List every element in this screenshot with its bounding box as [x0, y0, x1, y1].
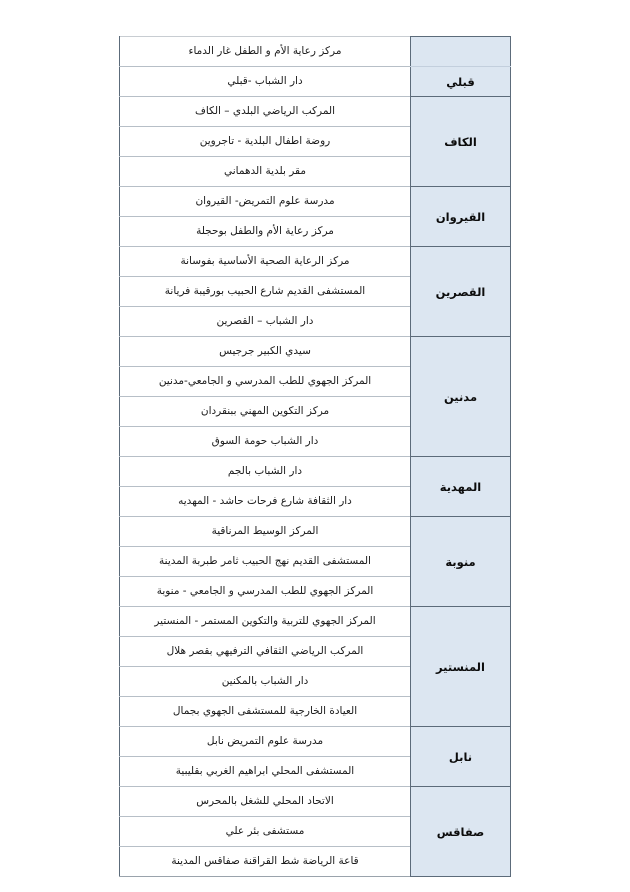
site-cell: دار الشباب بالجم — [120, 457, 411, 487]
table-row — [120, 337, 511, 367]
site-cell: مستشفى بئر علي — [120, 817, 411, 847]
site-cell: دار الشباب بالمكنين — [120, 667, 411, 697]
governorate-cell: منوبة — [411, 517, 511, 607]
governorate-cell: صفاقس — [411, 787, 511, 877]
site-cell: المركب الرياضي الثقافي الترفيهي بقصر هلال — [120, 637, 411, 667]
site-cell: مركز رعاية الأم والطفل بوحجلة — [120, 217, 411, 247]
governorate-cell: نابل — [411, 727, 511, 787]
governorate-cell: الكاف — [411, 97, 511, 187]
table-body — [120, 37, 511, 877]
governorate-cell: المهدية — [411, 457, 511, 517]
site-cell: مقر بلدية الدهماني — [120, 157, 411, 187]
site-cell: المركز الجهوي للطب المدرسي و الجامعي - منوبة — [120, 577, 411, 607]
site-cell: المستشفى القديم نهج الحبيب ثامر طبربة المدينة — [120, 547, 411, 577]
site-cell: المركز الوسيط المرناقية — [120, 517, 411, 547]
site-cell: مركز رعاية الأم و الطفل غار الدماء — [120, 37, 411, 67]
site-cell: العيادة الخارجية للمستشفى الجهوي بجمال — [120, 697, 411, 727]
table-row — [120, 247, 511, 277]
site-cell: دار الشباب حومة السوق — [120, 427, 411, 457]
site-cell: المركب الرياضي البلدي – الكاف — [120, 97, 411, 127]
site-cell: مركز التكوين المهني ببنقردان — [120, 397, 411, 427]
site-cell: المستشفى المحلي ابراهيم الغربي بقليبية — [120, 757, 411, 787]
table-row — [120, 457, 511, 487]
governorate-cell: مدنين — [411, 337, 511, 457]
table-row — [120, 187, 511, 217]
site-cell: روضة اطفال البلدية - تاجروين — [120, 127, 411, 157]
site-cell: المركز الجهوي للتربية والتكوين المستمر - المنستير — [120, 607, 411, 637]
governorate-cell: القيروان — [411, 187, 511, 247]
site-cell: المركز الجهوي للطب المدرسي و الجامعي-مدنين — [120, 367, 411, 397]
governorate-cell: قبلي — [411, 67, 511, 97]
governorate-cell — [411, 37, 511, 67]
site-cell: مدرسة علوم التمريض نابل — [120, 727, 411, 757]
site-cell: قاعة الرياضة شط القراقنة صفاقس المدينة — [120, 847, 411, 877]
site-cell: مركز الرعاية الصحية الأساسية بفوسانة — [120, 247, 411, 277]
site-cell: سيدي الكبير جرجيس — [120, 337, 411, 367]
table-row — [120, 37, 511, 67]
table-row — [120, 97, 511, 127]
site-cell: دار الشباب -قبلي — [120, 67, 411, 97]
table-row — [120, 727, 511, 757]
site-cell: مدرسة علوم التمريض- القيروان — [120, 187, 411, 217]
table-row — [120, 607, 511, 637]
sites-by-governorate-table — [119, 36, 511, 877]
site-cell: دار الشباب – القصرين — [120, 307, 411, 337]
site-cell: المستشفى القديم شارع الحبيب بورقيبة فريانة — [120, 277, 411, 307]
table-row — [120, 787, 511, 817]
table-row — [120, 67, 511, 97]
table-row — [120, 517, 511, 547]
governorate-cell: القصرين — [411, 247, 511, 337]
sites-table-container — [120, 36, 511, 877]
governorate-cell: المنستير — [411, 607, 511, 727]
site-cell: الاتحاد المحلي للشغل بالمحرس — [120, 787, 411, 817]
site-cell: دار الثقافة شارع فرحات حاشد - المهديه — [120, 487, 411, 517]
